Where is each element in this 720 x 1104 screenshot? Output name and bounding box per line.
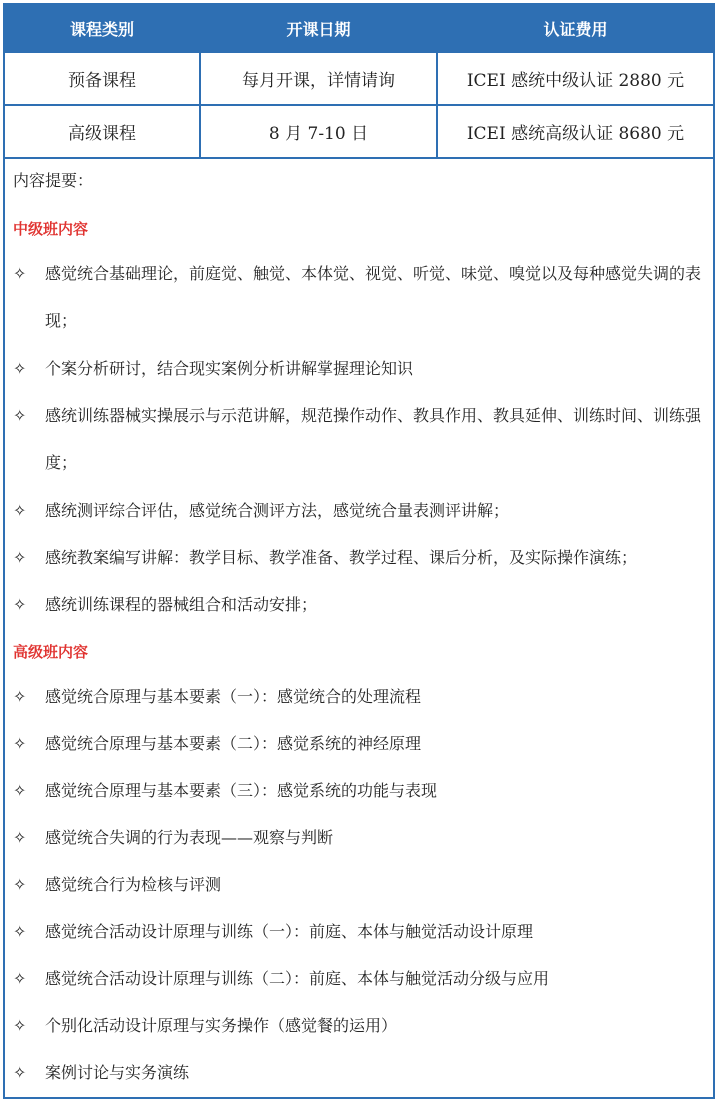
list-item (13, 534, 708, 581)
bullet-icon: ✧ (13, 501, 27, 520)
list-item (13, 861, 708, 908)
course-table (3, 3, 715, 159)
bullet-icon: ✧ (13, 828, 27, 847)
bullet-icon: ✧ (13, 1016, 27, 1035)
item-text: 感觉统合原理与基本要素（三）：感觉系统的功能与表现 (45, 781, 438, 800)
item-text: 个别化活动设计原理与实务操作（感觉餐的运用） (45, 1016, 398, 1035)
item-text: 感统训练课程的器械组合和活动安排； (45, 595, 318, 614)
item-text: 感觉统合原理与基本要素（一）：感觉统合的处理流程 (45, 687, 422, 706)
cell-fee: ICEI 感统高级认证 8680 元 (437, 105, 714, 158)
table-row (4, 105, 714, 158)
table-header-row (4, 4, 714, 52)
section-title-advanced: 高级班内容 (13, 643, 89, 661)
cell-course-type: 高级课程 (4, 105, 200, 158)
item-text: 感统教案编写讲解：教学目标、教学准备、教学过程、课后分析，及实际操作演练； (45, 548, 638, 567)
item-text: 个案分析研讨，结合现实案例分析讲解掌握理论知识 (45, 359, 414, 378)
list-item (13, 955, 708, 1002)
item-text: 感觉统合基础理论，前庭觉、触觉、本体觉、视觉、听觉、味觉、嗅觉以及每种感觉失调的表现； (45, 264, 702, 330)
bullet-icon: ✧ (13, 1063, 27, 1082)
list-item (13, 720, 708, 767)
list-item (13, 392, 708, 486)
list-item (13, 767, 708, 814)
cell-start-date: 每月开课，详情请询 (200, 52, 437, 105)
bullet-icon: ✧ (13, 922, 27, 941)
list-item (13, 1049, 708, 1096)
bullet-icon: ✧ (13, 595, 27, 614)
bullet-icon: ✧ (13, 687, 27, 706)
list-item (13, 487, 708, 534)
bullet-icon: ✧ (13, 969, 27, 988)
item-text: 感觉统合活动设计原理与训练（二）：前庭、本体与触觉活动分级与应用 (45, 969, 550, 988)
table-row (4, 52, 714, 105)
cell-start-date: 8 月 7-10 日 (200, 105, 437, 158)
list-item (13, 1002, 708, 1049)
bullet-icon: ✧ (13, 734, 27, 753)
bullet-icon: ✧ (13, 875, 27, 894)
item-text: 感觉统合原理与基本要素（二）：感觉系统的神经原理 (45, 734, 422, 753)
bullet-icon: ✧ (13, 548, 27, 567)
list-item (13, 581, 708, 628)
cell-fee: ICEI 感统中级认证 2880 元 (437, 52, 714, 105)
list-item (13, 345, 708, 392)
list-item (13, 814, 708, 861)
item-text: 案例讨论与实务演练 (45, 1063, 190, 1082)
header-fee: 认证费用 (437, 4, 714, 52)
item-text: 感觉统合活动设计原理与训练（一）：前庭、本体与触觉活动设计原理 (45, 922, 534, 941)
section-title-intermediate: 中级班内容 (13, 220, 89, 238)
header-start-date: 开课日期 (200, 4, 437, 52)
list-item (13, 250, 708, 344)
bullet-icon: ✧ (13, 781, 27, 800)
list-item (13, 673, 708, 720)
item-text: 感统训练器械实操展示与示范讲解，规范操作动作、教具作用、教具延伸、训练时间、训练强度； (45, 406, 702, 472)
item-text: 感统测评综合评估，感觉统合测评方法，感觉统合量表测评讲解； (45, 501, 510, 520)
item-text: 感觉统合行为检核与评测 (45, 875, 222, 894)
item-text: 感觉统合失调的行为表现——观察与判断 (45, 828, 334, 847)
header-course-type: 课程类别 (4, 4, 200, 52)
bullet-icon: ✧ (13, 359, 27, 378)
intro-label: 内容提要： (13, 171, 94, 190)
bullet-icon: ✧ (13, 264, 27, 283)
bullet-icon: ✧ (13, 406, 27, 425)
list-item (13, 908, 708, 955)
cell-course-type: 预备课程 (4, 52, 200, 105)
